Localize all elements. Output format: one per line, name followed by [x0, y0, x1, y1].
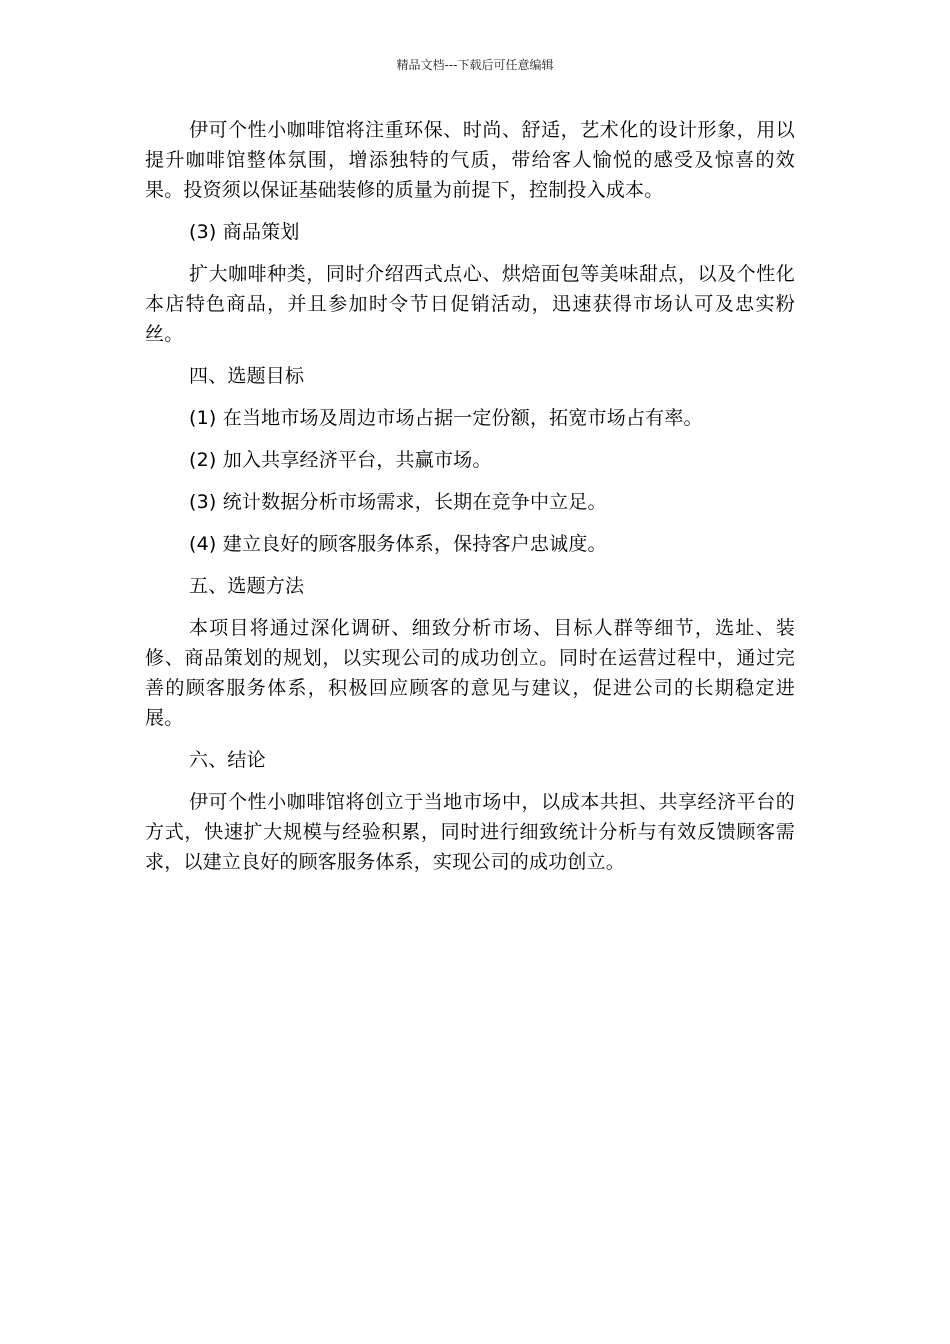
page-header: 精品文档---下载后可任意编辑: [396, 58, 554, 72]
paragraph-conclusion: 伊可个性小咖啡馆将创立于当地市场中，以成本共担、共享经济平台的方式，快速扩大规模与经验积累，同时进行细致统计分析与有效反馈顾客需求，以建立良好的顾客服务体系，实现公司的成功创立。: [145, 791, 795, 873]
goal-item-2: (2) 加入共享经济平台，共赢市场。: [189, 449, 492, 471]
paragraph-product-planning: 扩大咖啡种类，同时介绍西式点心、烘焙面包等美味甜点，以及个性化本店特色商品，并且参加时令节日促销活动，迅速获得市场认可及忠实粉丝。: [145, 263, 795, 345]
paragraph-methods: 本项目将通过深化调研、细致分析市场、目标人群等细节，选址、装修、商品策划的规划，以实现公司的成功创立。同时在运营过程中，通过完善的顾客服务体系，积极回应顾客的意见与建议，促进公司的长期稳定进展。: [145, 617, 795, 729]
goal-item-4: (4) 建立良好的顾客服务体系，保持客户忠诚度。: [189, 533, 607, 555]
goal-item-3: (3) 统计数据分析市场需求，长期在竞争中立足。: [189, 491, 607, 513]
heading-topic-goals: 四、选题目标: [189, 365, 305, 387]
paragraph-design-concept: 伊可个性小咖啡馆将注重环保、时尚、舒适，艺术化的设计形象，用以提升咖啡馆整体氛围，增添独特的气质，带给客人愉悦的感受及惊喜的效果。投资须以保证基础装修的质量为前提下，控制投入成本。: [145, 119, 795, 201]
heading-conclusion: 六、结论: [189, 749, 266, 771]
heading-product-planning: (3) 商品策划: [189, 221, 300, 243]
goal-item-1: (1) 在当地市场及周边市场占据一定份额，拓宽市场占有率。: [189, 407, 703, 429]
heading-topic-methods: 五、选题方法: [189, 575, 305, 597]
document-body: [145, 115, 795, 889]
